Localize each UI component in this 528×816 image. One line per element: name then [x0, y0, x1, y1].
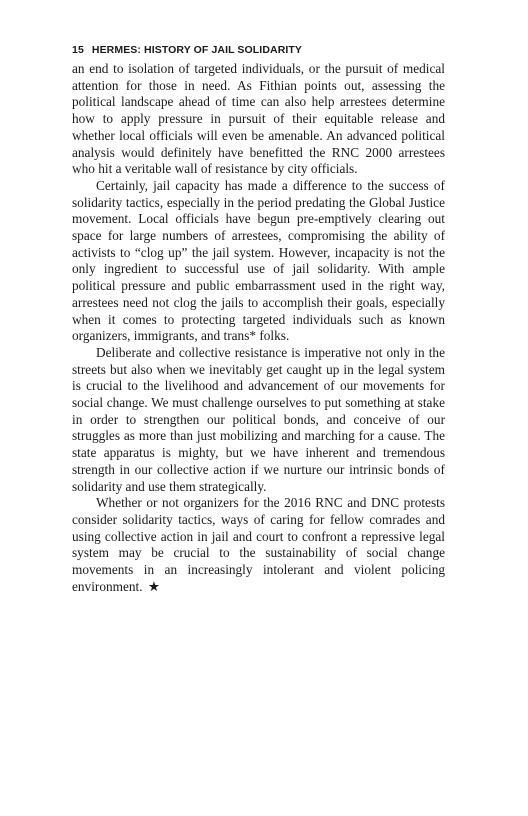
paragraph-collective-resistance: Deliberate and collective resistance is imperative not only in the streets but also when we inevitably get caught up in the legal system is crucial to the livelihood and advancement of our movements for social change. We must challenge ourselves to put something at stake in order to strengthen our political bonds, and conceive of our struggles as more than just mobilizing and marching for a cause. The state apparatus is mighty, but we have inherent and tremendous strength in our collective action if we nurture our intrinsic bonds of solidarity and use them strategically. [72, 344, 445, 494]
star-icon: ★ [147, 578, 160, 594]
running-title: HERMES: HISTORY OF JAIL SOLIDARITY [91, 44, 303, 56]
page-number: 15 [72, 44, 84, 56]
body-text [72, 61, 445, 596]
running-head [72, 44, 445, 56]
paragraph-closing [72, 495, 445, 595]
paragraph-continuation: an end to isolation of targeted individuals, or the pursuit of medical attention for those in need. As Fithian points out, assessing the political landscape ahead of time can also help arrestees determine how to apply pressure in pursuit of their equitable release and whether local officials will even be amenable. An advanced political analysis would definitely have benefitted the RNC 2000 arrestees who hit a veritable wall of resistance by city officials. [72, 61, 445, 177]
book-page [72, 44, 445, 596]
closing-text: Whether or not organizers for the 2016 RNC and DNC protests consider solidarity tactics, ways of caring for fellow comrades and using collective action in jail and court to confront a repressive legal system may be crucial to the sustainability of social change movements in an increasingly intolerant and violent policing environment. [72, 495, 445, 594]
paragraph-jail-capacity: Certainly, jail capacity has made a difference to the success of solidarity tactics, especially in the period predating the Global Justice movement. Local officials have begun pre-emptively clearing out space for large numbers of arrestees, compromising the ability of activists to “clog up” the jail system. However, incapacity is not the only ingredient to successful use of jail solidarity. With ample political pressure and public embarrassment used in the right way, arrestees need not clog the jails to accomplish their goals, especially when it comes to protecting targeted individuals such as known organizers, immigrants, and trans* folks. [72, 177, 445, 344]
